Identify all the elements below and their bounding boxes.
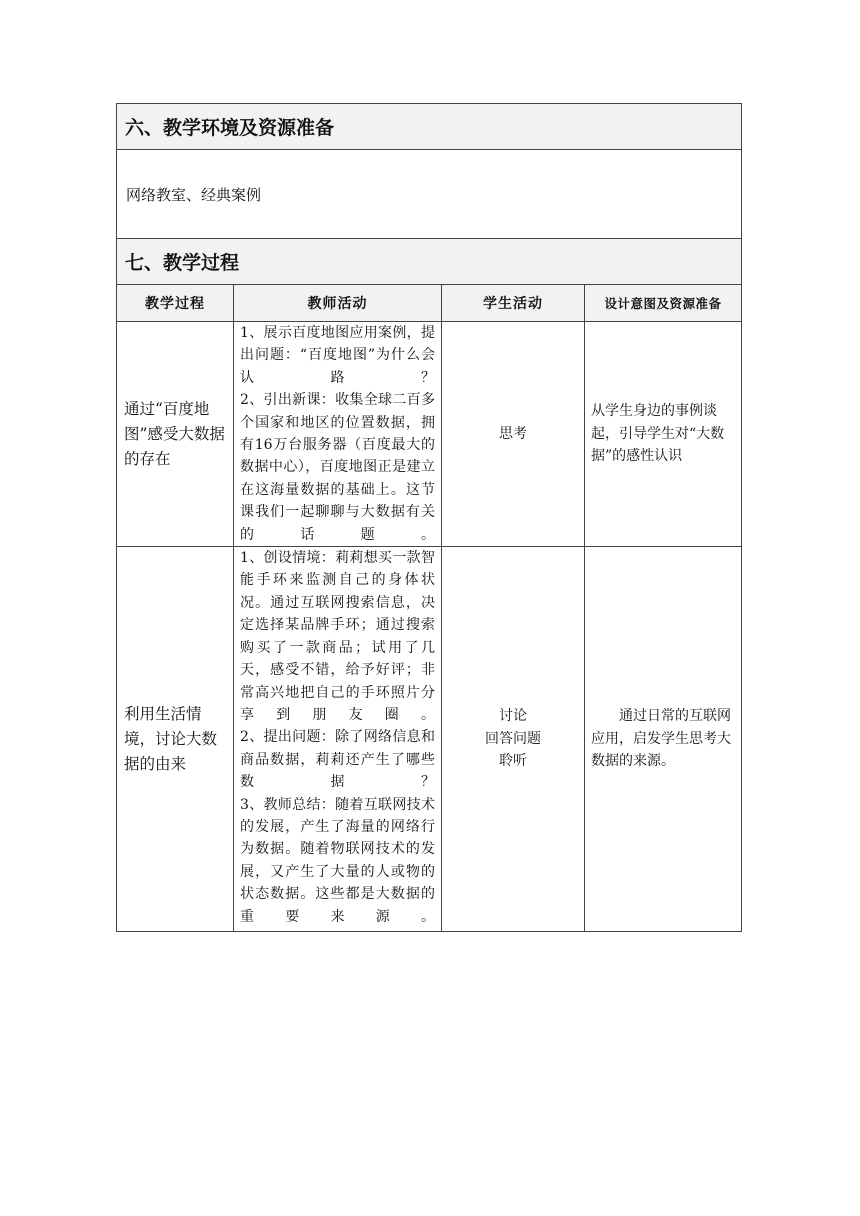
column-header-process: 教学过程 bbox=[117, 285, 234, 322]
section6-content: 网络教室、经典案例 bbox=[117, 150, 742, 239]
row2-teacher bbox=[234, 547, 442, 932]
row2-teacher-step2: 2、提出问题：除了网络信息和商品数据，莉莉还产生了哪些数据？ bbox=[240, 729, 435, 791]
section7-title: 七、教学过程 bbox=[117, 239, 742, 285]
row1-design: 从学生身边的事例谈起，引导学生对“大数据”的感性认识 bbox=[585, 322, 742, 547]
section6-header-row bbox=[117, 104, 742, 150]
row2-student bbox=[442, 547, 585, 932]
row2-student-activity-2: 回答问题 bbox=[485, 730, 541, 747]
section6-body-row bbox=[117, 150, 742, 239]
row2-student-activity-3: 聆听 bbox=[499, 753, 527, 770]
table-row bbox=[117, 322, 742, 547]
row1-student bbox=[442, 322, 585, 547]
lesson-plan-table bbox=[116, 103, 742, 932]
row1-teacher-step1: 1、展示百度地图应用案例，提出问题：“百度地图”为什么会认路？ bbox=[240, 325, 435, 386]
column-header-student: 学生活动 bbox=[442, 285, 585, 322]
row1-teacher bbox=[234, 322, 442, 547]
row2-process: 利用生活情境，讨论大数据的由来 bbox=[117, 547, 234, 932]
row1-teacher-step2: 2、引出新课：收集全球二百多个国家和地区的位置数据，拥有16万台服务器（百度最大的数据中心），百度地图正是建立在这海量数据的基础上。这节课我们一起聊聊与大数据有关的话题。 bbox=[240, 392, 435, 543]
row2-student-activity-1: 讨论 bbox=[499, 708, 527, 725]
row2-teacher-step3: 3、教师总结：随着互联网技术的发展，产生了海量的网络行为数据。随着物联网技术的发展，又产生了大量的人或物的状态数据。这些都是大数据的重要来源。 bbox=[240, 796, 435, 925]
row1-student-activity: 思考 bbox=[499, 425, 527, 442]
row2-design: 通过日常的互联网应用，启发学生思考大数据的来源。 bbox=[585, 547, 742, 932]
section7-header-row bbox=[117, 239, 742, 285]
column-header-teacher: 教师活动 bbox=[234, 285, 442, 322]
column-header-row bbox=[117, 285, 742, 322]
section6-title: 六、教学环境及资源准备 bbox=[117, 104, 742, 150]
row1-process: 通过“百度地图”感受大数据的存在 bbox=[117, 322, 234, 547]
table-row bbox=[117, 547, 742, 932]
row2-teacher-step1: 1、创设情境：莉莉想买一款智能手环来监测自己的身体状况。通过互联网搜索信息，决定选择某品牌手环；通过搜索购买了一款商品；试用了几天，感受不错，给予好评；非常高兴地把自己的手环照片分享到朋友圈。 bbox=[240, 550, 435, 723]
lesson-plan-sheet bbox=[116, 103, 741, 932]
column-header-design: 设计意图及资源准备 bbox=[585, 285, 742, 322]
